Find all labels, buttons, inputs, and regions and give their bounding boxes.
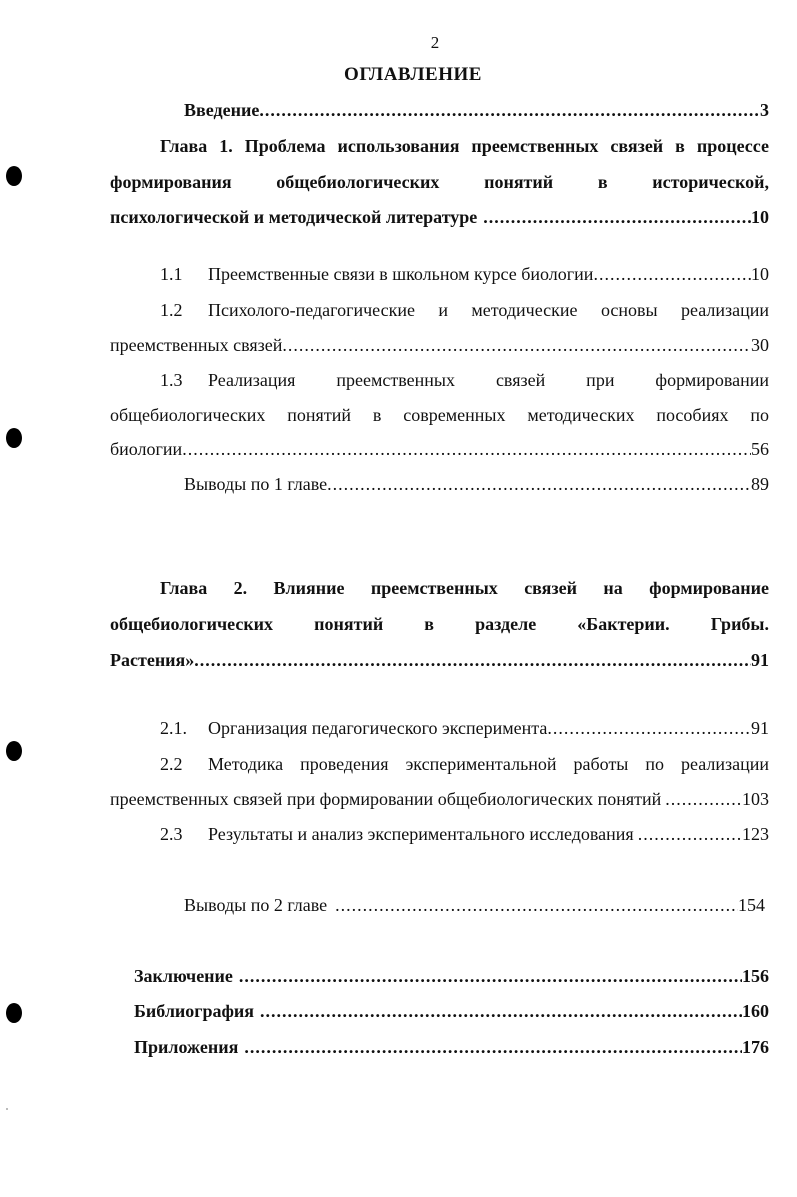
leader-dots [547, 710, 751, 746]
toc-entry-1-1[interactable] [160, 256, 769, 292]
binder-hole [6, 166, 22, 186]
toc-page: 123 [742, 824, 769, 844]
toc-label: Психолого-педагогические и методические основы реализации [208, 300, 769, 320]
chapter1-title-line1[interactable]: Глава 1. Проблема использования преемственных связей в процессе [160, 136, 769, 156]
toc-label: Введение [184, 100, 260, 120]
chapter1-title-line2[interactable]: формирования общебиологических понятий в исторической, [110, 172, 769, 192]
toc-label: Заключение [134, 966, 233, 986]
chapter2-title-line2[interactable]: общебиологических понятий в разделе «Бактерии. Грибы. [110, 614, 769, 634]
leader-dots [282, 327, 751, 363]
toc-entry-2-1[interactable] [160, 710, 769, 746]
toc-label: Реализация преемственных связей при формировании [208, 370, 769, 390]
scan-speck [6, 1108, 8, 1110]
binder-hole [6, 1003, 22, 1023]
toc-label: психологической и методической литературе [110, 207, 478, 227]
leader-dots [259, 92, 760, 128]
toc-label: Библиография [134, 1001, 255, 1021]
toc-label: преемственных связей при формировании общебиологических понятий [110, 789, 662, 809]
toc-entry-bibliography[interactable] [134, 993, 769, 1029]
section-number: 2.3 [160, 824, 183, 844]
toc-entry-1-2-line1[interactable] [160, 292, 769, 328]
toc-entry-1-3-line2[interactable]: общебиологических понятий в современных методических пособиях по [110, 405, 769, 425]
toc-page: 156 [742, 966, 769, 986]
leader-dots [182, 431, 751, 467]
toc-label: биологии [110, 439, 183, 459]
leader-dots [638, 816, 742, 852]
toc-label: Организация педагогического эксперимента [208, 718, 548, 738]
chapter2-title-line1[interactable]: Глава 2. Влияние преемственных связей на формирование [160, 578, 769, 598]
toc-entry-chapter2-conclusions[interactable] [184, 887, 765, 923]
toc-label: Выводы по 1 главе [184, 474, 328, 494]
toc-entry-appendices[interactable] [134, 1029, 769, 1065]
section-number: 1.1 [160, 264, 183, 284]
leader-dots [593, 256, 751, 292]
toc-label: Методика проведения экспериментальной работы по реализации [208, 754, 769, 774]
toc-page: 91 [751, 650, 769, 670]
toc-page: 160 [742, 1001, 769, 1021]
toc-entry-intro[interactable] [184, 92, 769, 128]
chapter2-title-line3[interactable] [110, 642, 769, 678]
section-number: 1.2 [160, 300, 183, 320]
toc-page: 10 [751, 264, 769, 284]
toc-entry-1-3-line1[interactable] [160, 362, 769, 398]
toc-page: 154 [738, 895, 765, 915]
toc-entry-1-3-line3[interactable] [110, 431, 769, 467]
toc-page: 3 [760, 100, 769, 120]
leader-dots [483, 199, 751, 235]
leader-dots [194, 642, 751, 678]
leader-dots [335, 887, 738, 923]
toc-label: Выводы по 2 главе [184, 895, 328, 915]
leader-dots [327, 466, 751, 502]
leader-dots [244, 1029, 742, 1065]
leader-dots [260, 993, 742, 1029]
toc-label: Растения» [110, 650, 195, 670]
toc-page: 89 [751, 474, 769, 494]
binder-hole [6, 428, 22, 448]
section-number: 1.3 [160, 370, 183, 390]
leader-dots [665, 781, 742, 817]
toc-label: преемственных связей [110, 335, 283, 355]
toc-page: 56 [751, 439, 769, 459]
toc-entry-1-2-line2[interactable] [110, 327, 769, 363]
toc-label: Результаты и анализ экспериментального исследования [208, 824, 634, 844]
toc-entry-2-3[interactable] [160, 816, 769, 852]
toc-page: 30 [751, 335, 769, 355]
toc-label: Приложения [134, 1037, 239, 1057]
toc-entry-2-2-line2[interactable] [110, 781, 769, 817]
binder-hole [6, 741, 22, 761]
toc-label: Преемственные связи в школьном курсе биологии [208, 264, 594, 284]
section-number: 2.1. [160, 718, 187, 738]
section-number: 2.2 [160, 754, 183, 774]
toc-page: 103 [742, 789, 769, 809]
leader-dots [239, 958, 742, 994]
toc-page: 176 [742, 1037, 769, 1057]
chapter1-title-line3[interactable] [110, 199, 769, 235]
page-number: 2 [430, 33, 440, 52]
toc-page: 10 [751, 207, 769, 227]
toc-page: 91 [751, 718, 769, 738]
toc-entry-chapter1-conclusions[interactable] [184, 466, 769, 502]
page-title: ОГЛАВЛЕНИЕ [344, 64, 482, 85]
toc-entry-conclusion[interactable] [134, 958, 769, 994]
toc-entry-2-2-line1[interactable] [160, 746, 769, 782]
